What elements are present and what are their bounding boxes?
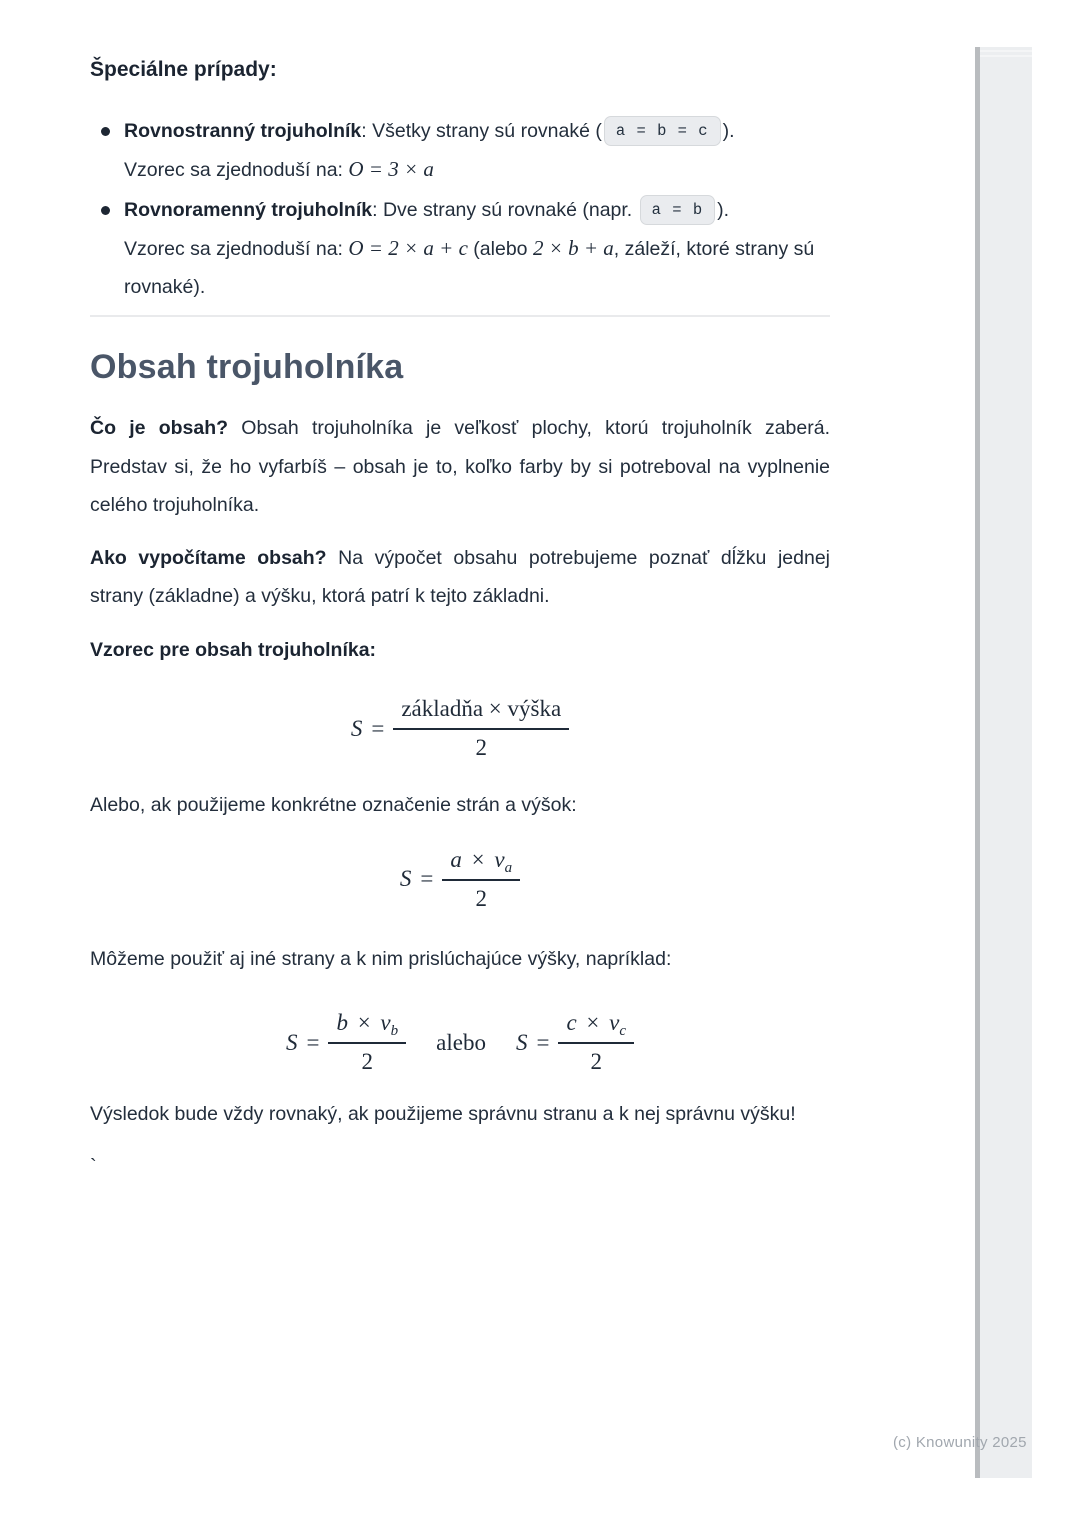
list-item-equilateral	[90, 112, 830, 189]
math-height: v	[494, 846, 505, 872]
stray-backtick: `	[90, 1155, 97, 1178]
fraction-numerator	[442, 847, 520, 881]
document-content	[90, 0, 830, 1179]
math-times: ×	[357, 1010, 371, 1036]
bullet-icon	[101, 127, 110, 136]
math-subscript: a	[504, 859, 513, 876]
formula-area-side-a	[90, 847, 830, 912]
formula-connector: alebo	[436, 1029, 486, 1055]
formula-heading	[90, 631, 830, 670]
math-height: v	[380, 1010, 391, 1036]
bullet-icon	[101, 206, 110, 215]
inline-math: O = 2 × a + c	[348, 236, 468, 261]
paragraph-other-sides: Môžeme použiť aj iné strany a k nim prislúchajúce výšky, napríklad:	[90, 947, 672, 970]
math-symbol-S: S	[285, 1029, 298, 1055]
fraction-denominator: 2	[475, 885, 487, 911]
paragraph-result: Výsledok bude vždy rovnaký, ak použijeme správnu stranu a k nej správnu výšku!	[90, 1103, 796, 1126]
fraction-denominator: 2	[361, 1049, 374, 1075]
math-symbol-S: S	[515, 1029, 528, 1055]
formula-area-sides-b-c	[90, 1010, 830, 1075]
fraction-numerator	[558, 1010, 634, 1044]
paragraph-lead: Ako vypočítame obsah?	[90, 546, 327, 569]
paragraph-how-to-compute	[90, 539, 830, 616]
formula-label: Vzorec sa zjednoduší na:	[124, 238, 349, 261]
math-side: a	[450, 846, 462, 872]
fraction	[558, 1010, 634, 1075]
bullet-text: : Dve strany sú rovnaké (napr.	[372, 199, 638, 222]
paragraph-alternative-notation: Alebo, ak použijeme konkrétne označenie strán a výšok:	[90, 794, 577, 817]
page-edge-line	[980, 50, 1032, 52]
math-equals: =	[536, 1029, 550, 1055]
bullet-text: : Všetky strany sú rovnaké (	[361, 120, 602, 143]
formula-area-general	[90, 696, 830, 761]
page-title: Obsah trojuholníka	[90, 348, 404, 387]
paragraph-what-is-area	[90, 409, 830, 525]
math-height: v	[609, 1010, 620, 1036]
section-divider	[90, 315, 830, 317]
inline-math: 2 × b + a	[532, 236, 614, 261]
list-item-isosceles	[90, 191, 830, 306]
paragraph-lead: Vzorec pre obsah trojuholníka:	[90, 638, 377, 661]
fraction	[328, 1010, 406, 1075]
fraction-numerator	[328, 1010, 406, 1044]
term-label: Rovnoramenný trojuholník	[124, 199, 373, 222]
bullet-text: , záleží, ktoré strany sú rovnaké).	[124, 238, 815, 299]
bullet-text: (alebo	[467, 238, 533, 261]
copyright-note: (c) Knowunity 2025	[893, 1434, 1027, 1451]
fraction	[393, 696, 569, 761]
math-symbol-S: S	[399, 866, 412, 892]
paragraph-text: Obsah trojuholníka je veľkosť plochy, ktorú trojuholník zaberá. Predstav si, že ho vyfarbíš – obsah je to, koľko farby by si potreboval na vyplnenie celého trojuholníka.	[90, 417, 830, 517]
fraction	[442, 847, 520, 912]
formula-label: Vzorec sa zjednoduší na:	[124, 159, 349, 182]
code-chip: a = b	[640, 195, 716, 225]
special-cases-list	[90, 112, 830, 306]
math-side: c	[566, 1010, 577, 1036]
math-equals: =	[420, 866, 434, 892]
bullet-text: ).	[722, 120, 735, 143]
math-equals: =	[371, 715, 385, 741]
special-cases-heading: Špeciálne prípady:	[90, 58, 277, 81]
scrollbar-track[interactable]	[975, 47, 1032, 1478]
math-subscript: c	[619, 1023, 627, 1040]
paragraph-lead: Čo je obsah?	[90, 417, 229, 440]
bullet-text: ).	[717, 199, 730, 222]
paragraph-text: Na výpočet obsahu potrebujeme poznať dĺžku jednej strany (základne) a výšku, ktorá patrí k tejto základni.	[90, 546, 830, 608]
fraction-numerator: základňa × výška	[393, 696, 569, 730]
term-label: Rovnostranný trojuholník	[124, 120, 362, 143]
math-symbol-S: S	[350, 715, 363, 741]
math-side: b	[336, 1010, 348, 1036]
inline-math: O = 3 × a	[348, 157, 434, 182]
math-subscript: b	[390, 1023, 399, 1040]
page-edge-line	[980, 55, 1032, 57]
code-chip: a = b = c	[604, 116, 721, 146]
math-times: ×	[471, 846, 485, 872]
fraction-denominator: 2	[475, 735, 487, 761]
fraction-denominator: 2	[590, 1049, 602, 1075]
math-equals: =	[306, 1029, 320, 1055]
math-times: ×	[586, 1010, 600, 1036]
